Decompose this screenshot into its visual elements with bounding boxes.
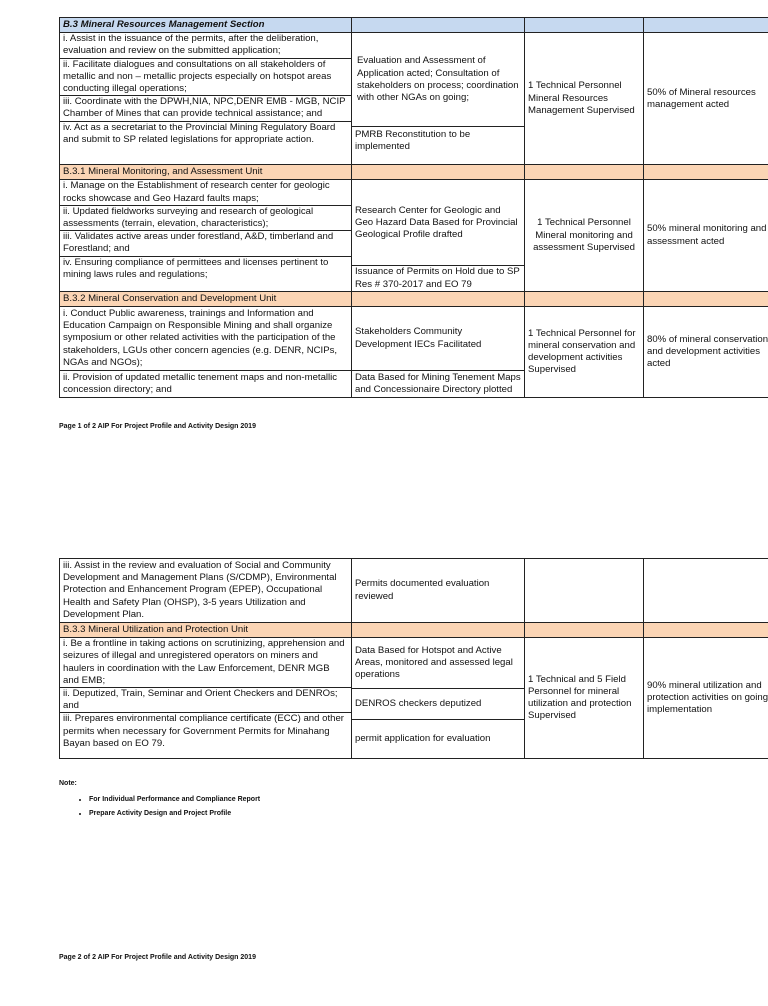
notes-list [59,793,260,821]
output-text: Data Based for Mining Tenement Maps and Concessionaire Directory plotted [352,371,525,398]
output-text: Research Center for Geologic and Geo Hazard Data Based for Provincial Geological Profile drafted [355,204,518,240]
unit-header-row [60,291,768,306]
table-row [60,307,768,371]
page-footer: Page 1 of 2 AIP For Project Profile and Activity Design 2019 [59,423,256,430]
activity-item: ii. Facilitate dialogues and consultations on all stakeholders of metallic and non – metallic projects especially on hotspot areas conducting illegal operations; [60,58,351,96]
output-text: permit application for evaluation [352,719,524,758]
activity-item: i. Be a frontline in taking actions on scrutinizing, apprehension and seizures of illegal and unregistered operators on miners and haulers in coordination with the Law Enforcement, DENR MGB and EMB; [63,638,345,686]
target-text: 80% of mineral conservation and development activities acted [644,307,768,398]
unit-header-row [60,623,768,638]
activity-item: iv. Ensuring compliance of permittees and licenses pertinent to mining laws rules and regulations; [60,256,351,281]
note-label: Note: [59,780,77,787]
activity-item: ii. Provision of updated metallic tenement maps and non-metallic concession directory; and [60,371,352,398]
output-text: Stakeholders Community Development IECs Facilitated [352,307,525,371]
personnel-text: 1 Technical and 5 Field Personnel for mineral utilization and protection Supervised [525,638,644,759]
personnel-text: 1 Technical Personnel Mineral Resources Management Supervised [525,33,644,165]
activity-item: iii. Prepares environmental compliance certificate (ECC) and other permits when necessary for Government Permits for Minahang Bayan based on EO 79. [60,712,351,750]
target-text: 90% mineral utilization and protection activities on going implementation [644,638,768,759]
table-page-2 [59,558,768,759]
unit-title: B.3.3 Mineral Utilization and Protection Unit [60,623,352,638]
output-text: Permits documented evaluation reviewed [352,559,525,623]
activity-item: iii. Validates active areas under forestland, A&D, timberland and Forestland; and [60,230,351,255]
target-text: 50% mineral monitoring and assessment acted [644,180,768,291]
unit-title: B.3.1 Mineral Monitoring, and Assessment Unit [60,165,352,180]
output-text: Issuance of Permits on Hold due to SP Res # 370-2017 and EO 79 [352,265,524,290]
list-item: • For Individual Performance and Compliance Report [89,793,260,807]
activity-item: iii. Coordinate with the DPWH,NIA, NPC,DENR EMB - MGB, NCIP Chamber of Mines that can provide technical assistance; and [60,95,351,120]
table-page-1 [59,17,768,398]
table-row [60,638,768,759]
activity-item: iv. Act as a secretariat to the Provincial Mining Regulatory Board and submit to SP related legislations for appropriate action. [60,121,351,146]
activity-item: ii. Deputized, Train, Seminar and Orient Checkers and DENROs; and [60,687,351,712]
output-text: Evaluation and Assessment of Application acted; Consultation of stakeholders on process; coordination with other NGAs on going; [357,55,519,103]
personnel-text: 1 Technical Personnel for mineral conservation and development activities Supervised [525,307,644,398]
output-text: PMRB Reconstitution to be implemented [352,126,524,155]
table-row [60,33,768,165]
activity-item: i. Conduct Public awareness, trainings and Information and Education Campaign on Responsible Mining and shall organize symposium or other related activities with the participation of the stakeholders, LGUs other concern agencies (e.g. DENR, NCIPs, NGAs and NGOs); [60,307,352,371]
table-row [60,180,768,291]
table-row [60,559,768,623]
activity-item: ii. Updated fieldworks surveying and research of geological assessments (terrain, elevation, characteristics); [60,205,351,230]
section-title: B.3 Mineral Resources Management Section [60,18,352,33]
list-item: • Prepare Activity Design and Project Profile [89,807,260,821]
output-text: Data Based for Hotspot and Active Areas, monitored and assessed legal operations [355,644,513,681]
target-text: 50% of Mineral resources management acted [644,33,768,165]
section-header-row [60,18,768,33]
activity-item: i. Assist in the issuance of the permits, after the deliberation, evaluation and review on the submitted application; [63,33,319,57]
personnel-text: 1 Technical Personnel Mineral monitoring and assessment Supervised [525,180,644,291]
activity-item: iii. Assist in the review and evaluation of Social and Community Development and Management Plans (S/CDMP), Environmental Protection and Enhancement Program (EPEP), Occupational Health and Safety Plan (OHSP), 3-5 years Utilization and Development Plan. [60,559,352,623]
unit-title: B.3.2 Mineral Conservation and Development Unit [60,291,352,306]
output-text: DENROS checkers deputized [352,688,524,719]
unit-header-row [60,165,768,180]
activity-item: i. Manage on the Establishment of research center for geologic rocks showcase and Geo Hazard faults maps; [63,180,330,204]
page-footer: Page 2 of 2 AIP For Project Profile and Activity Design 2019 [59,954,256,961]
